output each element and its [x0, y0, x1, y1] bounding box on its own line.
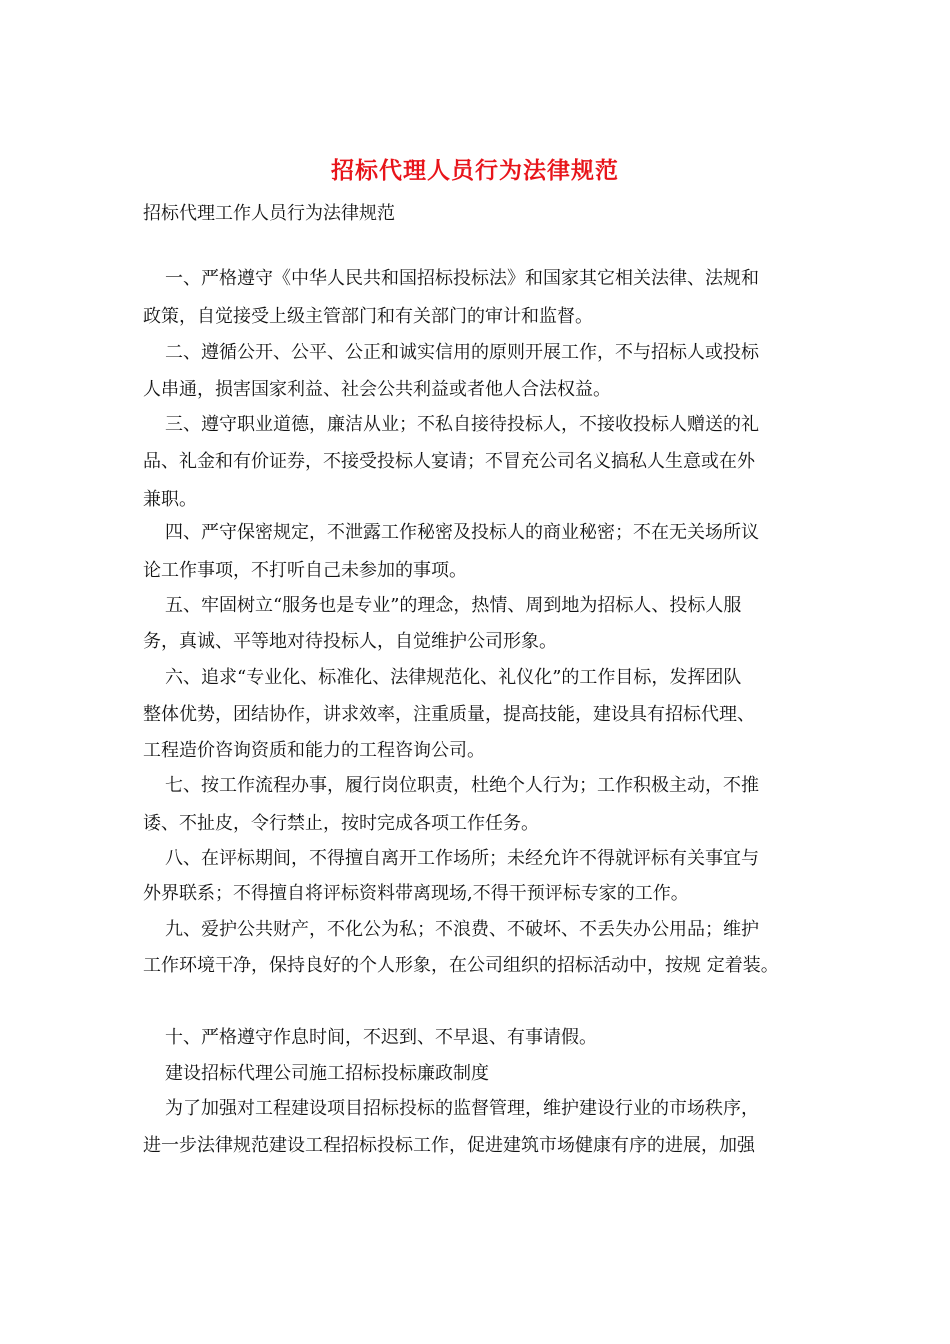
paragraph-line: 人串通，损害国家利益、社会公共利益或者他人合法权益。 [143, 379, 611, 400]
paragraph-line: 四、严守保密规定，不泄露工作秘密及投标人的商业秘密；不在无关场所议 [165, 522, 759, 543]
paragraph-line: 政策，自觉接受上级主管部门和有关部门的审计和监督。 [143, 306, 593, 327]
paragraph-line: 外界联系；不得擅自将评标资料带离现场,不得干预评标专家的工作。 [143, 883, 689, 904]
paragraph-line: 品、礼金和有价证券，不接受投标人宴请；不冒充公司名义搞私人生意或在外 [143, 451, 755, 472]
paragraph-line: 一、严格遵守《中华人民共和国招标投标法》和国家其它相关法律、法规和 [165, 268, 759, 289]
document-subtitle: 招标代理工作人员行为法律规范 [143, 203, 395, 224]
paragraph-line: 九、爱护公共财产，不化公为私；不浪费、不破坏、不丢失办公用品；维护 [165, 919, 759, 940]
document-title: 招标代理人员行为法律规范 [331, 157, 619, 184]
paragraph-line: 二、遵循公开、公平、公正和诚实信用的原则开展工作，不与招标人或投标 [165, 342, 759, 363]
paragraph-line: 工程造价咨询资质和能力的工程咨询公司。 [143, 740, 485, 761]
paragraph-line: 七、按工作流程办事，履行岗位职责，杜绝个人行为；工作积极主动，不推 [165, 775, 759, 796]
paragraph-line: 兼职。 [143, 489, 197, 510]
paragraph-line: 整体优势，团结协作，讲求效率，注重质量，提高技能，建设具有招标代理、 [143, 704, 755, 725]
paragraph-line: 为了加强对工程建设项目招标投标的监督管理，维护建设行业的市场秩序， [165, 1098, 759, 1119]
paragraph-line: 六、追求“专业化、标准化、法律规范化、礼仪化”的工作目标，发挥团队 [165, 667, 742, 688]
paragraph-line: 工作环境干净，保持良好的个人形象，在公司组织的招标活动中，按规 定着装。 [143, 955, 779, 976]
paragraph-line: 论工作事项，不打听自己未参加的事项。 [143, 560, 467, 581]
paragraph-line: 务，真诚、平等地对待投标人，自觉维护公司形象。 [143, 631, 557, 652]
paragraph-line: 诿、不扯皮，令行禁止，按时完成各项工作任务。 [143, 813, 539, 834]
paragraph-line: 三、遵守职业道德，廉洁从业；不私自接待投标人，不接收投标人赠送的礼 [165, 414, 759, 435]
section-heading: 建设招标代理公司施工招标投标廉政制度 [165, 1063, 489, 1084]
paragraph-line: 十、严格遵守作息时间，不迟到、不早退、有事请假。 [165, 1027, 597, 1048]
paragraph-line: 五、牢固树立“服务也是专业”的理念，热情、周到地为招标人、投标人服 [165, 595, 742, 616]
paragraph-line: 八、在评标期间，不得擅自离开工作场所；未经允许不得就评标有关事宜与 [165, 848, 759, 869]
paragraph-line: 进一步法律规范建设工程招标投标工作，促进建筑市场健康有序的进展，加强 [143, 1135, 755, 1156]
